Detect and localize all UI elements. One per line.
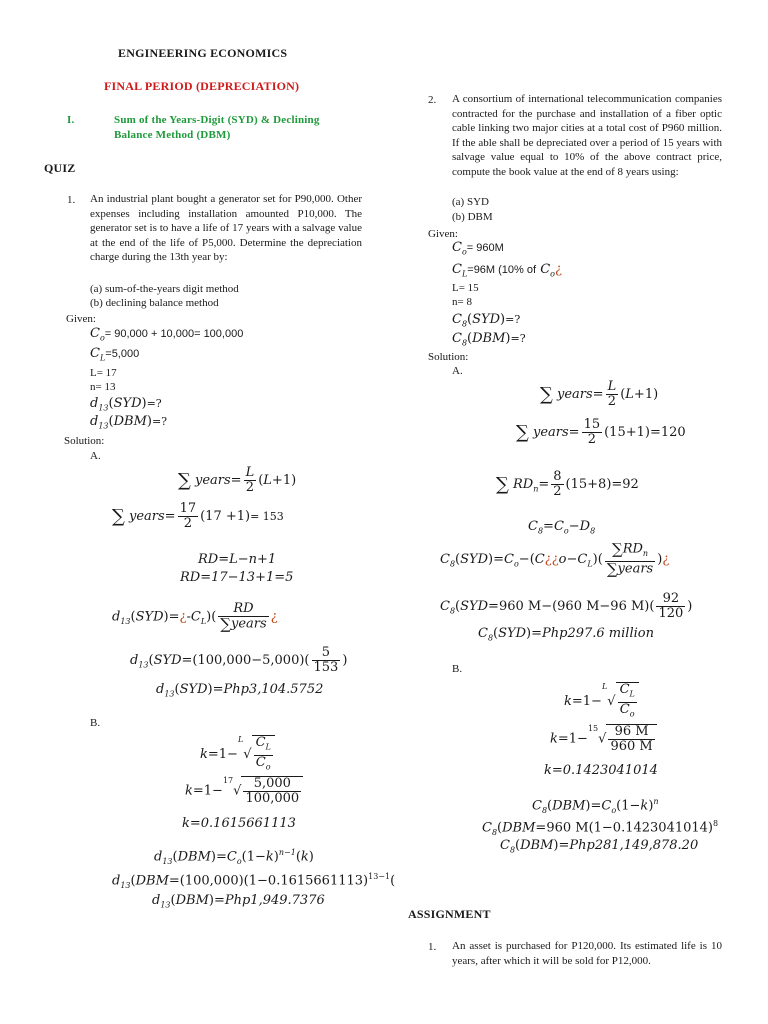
problem2-dbm-result: $C_8(DBM)=Php281,149,878.20$: [500, 838, 699, 855]
problem1-number: 1.: [67, 194, 76, 206]
assignment-heading: ASSIGNMENT: [408, 907, 491, 921]
assignment1-text: An asset is purchased for P120,000. Its estimated life is 10 years, after which it will be sold for P12,000.: [452, 940, 722, 967]
problem2-syd-result: $C_8(SYD)=Php297.6$ million: [478, 626, 654, 643]
problem1-sum-calc: ∑ years= $\frac{17}{2}$ (17 +1)= 153: [112, 501, 284, 531]
problem1-rd-calc: RD=17−13+1=5: [180, 570, 294, 585]
problem1-option-a: (a) sum-of-the-years digit method: [90, 283, 239, 295]
problem2-sum-formula: ∑ years= $\frac{L}{2}$ (L+1): [540, 379, 659, 409]
problem1-rd-formula: RD=L−n+1: [198, 552, 277, 567]
problem2-given-label: Given:: [428, 228, 458, 240]
problem1-solution-label: Solution:: [64, 435, 105, 447]
quiz-heading: QUIZ: [44, 161, 76, 175]
problem2-part-a: A.: [452, 365, 463, 377]
problem2-k-calc: k=1−$^{15}$√ $\frac{96 M}{960 M}$: [550, 724, 657, 754]
problem1-syd-calc: $d_{13}(SYD=(100,000-5,000)$( $\frac{5}{153}$ ): [130, 645, 348, 675]
problem1-given-co: $C_o= 90,000 + 10,000= 100,000$: [90, 326, 244, 343]
problem1-dbm-calc: $d_{13}(DBM=(100,000)(1-0.1615661113)^{13-1}$(: [112, 872, 396, 890]
problem2-option-a: (a) SYD: [452, 196, 489, 208]
problem1-part-a: A.: [90, 450, 101, 462]
problem1-dbm-result: $d_{13}(DBM)=Php1,949.7376$: [152, 893, 325, 910]
section-title-line1: Sum of the Years-Digit (SYD) & Declining: [114, 114, 320, 126]
problem2-sum-calc: ∑ years= $\frac{15}{2}$ (15+1)=120: [516, 417, 686, 447]
period-heading: FINAL PERIOD (DEPRECIATION): [104, 79, 300, 93]
problem1-syd-result: $d_{13}(SYD)=Php3,104.5752$: [156, 682, 324, 699]
problem1-sum-formula: ∑ years= $\frac{L}{2}$ (L+1): [178, 465, 297, 495]
problem1-given-label: Given:: [66, 313, 96, 325]
problem1-given-cl: $C_L=5,000$: [90, 346, 140, 363]
problem2-given-cdbm: $C_8(DBM)=$?: [452, 331, 526, 348]
section-number: I.: [67, 114, 75, 126]
problem2-book-value-formula: $C_8=C_o-D_8$: [528, 519, 596, 536]
problem2-text: A consortium of international telecommunication companies contracted for the purchase and installation of a fiber optic cable linking two major cities at a total cost of P960 million. If the able shall be depreciated over a period of 15 years with salvage value equal to 10% of the above contract price, compute the book value at the end of 8 years using:: [452, 93, 722, 178]
problem1-k-calc: k=1−$^{17}$√ $\frac{5,000}{100,000}$: [185, 776, 303, 806]
problem2-given-co: $C_o= 960M$: [452, 240, 504, 257]
problem1-given-life: L= 17: [90, 367, 117, 379]
problem2-number: 2.: [428, 94, 437, 106]
problem2-part-b: B.: [452, 663, 463, 675]
problem2-given-life: L= 15: [452, 282, 479, 294]
problem1-option-b: (b) declining balance method: [90, 297, 219, 309]
problem2-rd-calc: ∑ $RD_n=$ $\frac{8}{2}$ (15+8)=92: [496, 469, 639, 499]
problem2-solution-label: Solution:: [428, 351, 469, 363]
problem2-syd-formula: $C_8(SYD)=C_o-(C¿¿o-C_L)$( $\frac{\sum RD_n}{\text{∑years}}$ )¿: [440, 540, 670, 579]
problem1-dbm-formula: $d_{13}(DBM)=C_o(1-k)^{n-1}(k)$: [154, 848, 314, 866]
problem2-option-b: (b) DBM: [452, 211, 493, 223]
problem1-syd-formula: $d_{13}(SYD)=¿-C_L$)( $\frac{RD}{\text{∑years}}$ ¿: [112, 601, 278, 633]
problem1-k-result: k=0.1615661113: [182, 816, 296, 831]
problem2-k-result: k=0.1423041014: [544, 763, 658, 778]
problem2-dbm-calc: $C_8(DBM=960$ $M(1-0.1423041014)^8$: [482, 819, 719, 837]
doc-title: ENGINEERING ECONOMICS: [118, 46, 288, 60]
problem1-text: An industrial plant bought a generator set for P90,000. Other expenses including installation amounted P10,000. The generator set is to have a life of 17 years with a salvage value at the end of the life of P5,000. Determine the depreciation charge during the 13th year by:: [90, 193, 362, 263]
problem2-given-n: n= 8: [452, 296, 472, 308]
problem1-given-n: n= 13: [90, 381, 116, 393]
problem1-k-formula: k=1−$^L$√ $\frac{C_L}{C_o}$: [200, 735, 275, 774]
problem1-given-ddbm: $d_{13}(DBM)=$?: [90, 414, 168, 431]
problem2-given-cl: $C_L=96M$ (10% of $C_o¿$: [452, 262, 562, 279]
assignment1-number: 1.: [428, 941, 437, 953]
problem2-dbm-formula: $C_8(DBM)=C_o(1-k)^n$: [532, 797, 659, 815]
problem2-syd-calc: $C_8(SYD=960$ M−(960 M−96 M)( $\frac{92}{120}$ ): [440, 591, 693, 621]
section-title-line2: Balance Method (DBM): [114, 129, 231, 141]
problem1-given-dsyd: $d_{13}(SYD)=$?: [90, 396, 162, 413]
problem1-part-b: B.: [90, 717, 101, 729]
problem2-k-formula: k=1−$^L$√ $\frac{C_L}{C_o}$: [564, 682, 639, 721]
problem2-given-csyd: $C_8(SYD)=$?: [452, 312, 521, 329]
